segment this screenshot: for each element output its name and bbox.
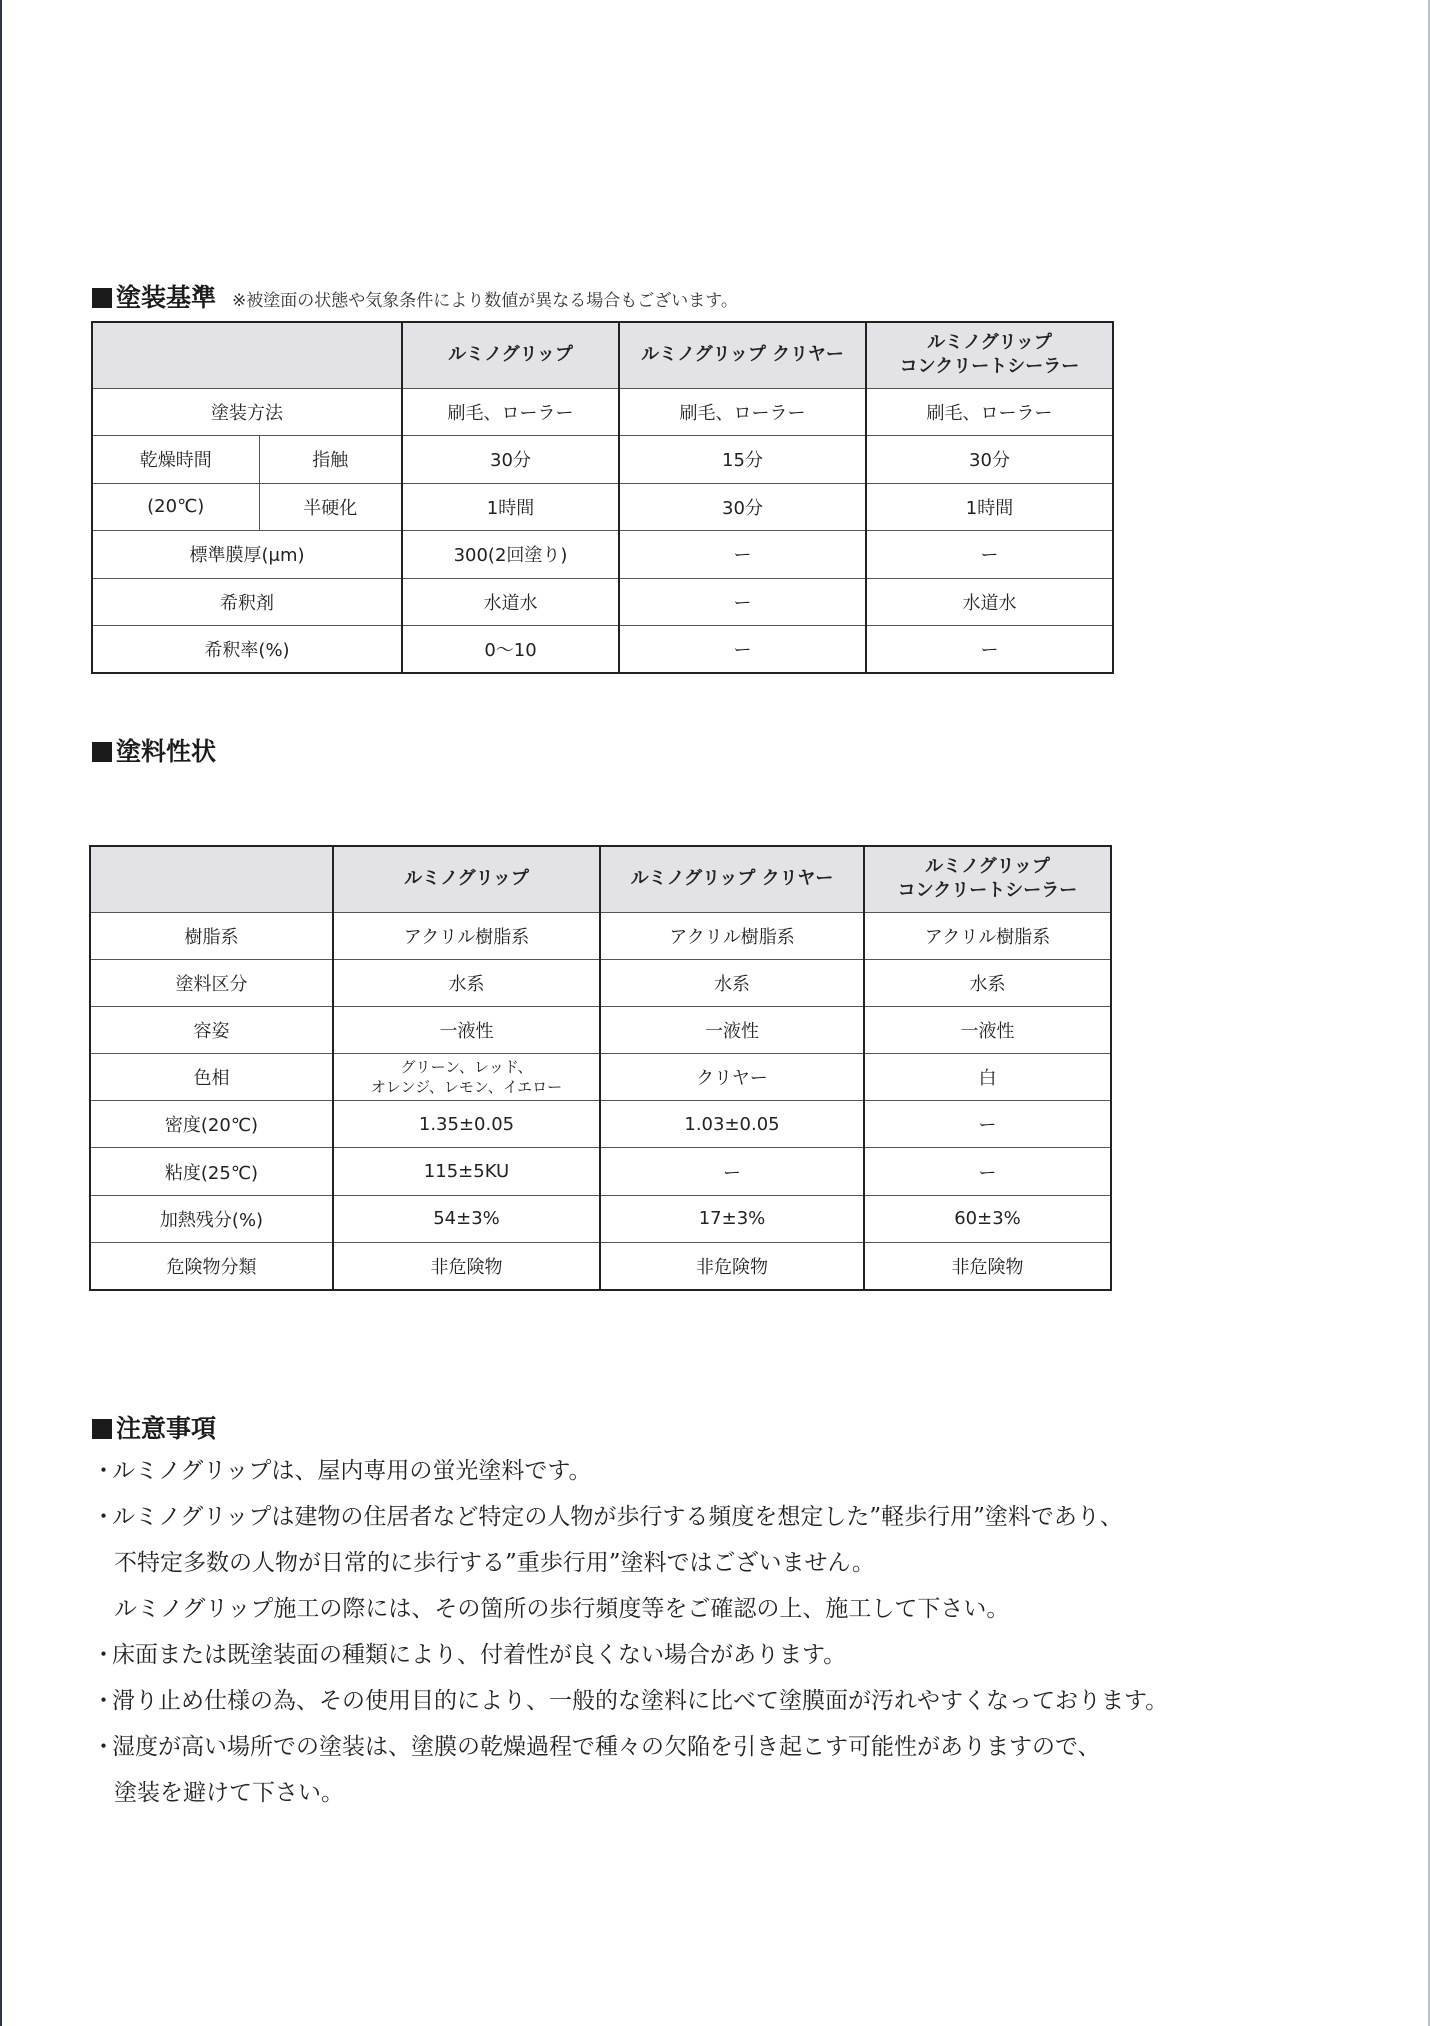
section-title-text: 塗装基準	[116, 283, 217, 312]
caution-item	[92, 1448, 1392, 1494]
cell-value: 30分	[619, 483, 866, 531]
cell-value: アクリル樹脂系	[864, 912, 1111, 959]
header-line-1: ルミノグリップ	[925, 856, 1050, 878]
header-luminogrip-clear: ルミノグリップ クリヤー	[600, 846, 864, 912]
cell-value: ー	[864, 1148, 1111, 1195]
black-square-icon	[92, 742, 112, 762]
section-title-coating-standard	[92, 278, 738, 314]
cell-value: 300(2回塗り)	[402, 531, 619, 579]
cell-value: 非危険物	[333, 1242, 600, 1289]
cell-value: 1時間	[402, 483, 619, 531]
cell-value: ー	[619, 578, 866, 626]
cell-value: 非危険物	[864, 1242, 1111, 1289]
header-luminogrip: ルミノグリップ	[333, 846, 600, 912]
bullet-mark: ・	[92, 1734, 115, 1760]
cell-value: ー	[866, 626, 1113, 674]
header-line-2: コンクリートシーラー	[899, 356, 1080, 378]
cell-value: 一液性	[333, 1006, 600, 1053]
table-row	[90, 1195, 1111, 1242]
cell-value: 1.35±0.05	[333, 1101, 600, 1148]
section-title-text: 塗料性状	[116, 737, 217, 766]
row-label: 塗装方法	[92, 388, 402, 436]
cell-value: ー	[866, 531, 1113, 579]
cell-value: 一液性	[864, 1006, 1111, 1053]
bullet-mark: ・	[92, 1688, 115, 1714]
cell-value: 刷毛、ローラー	[402, 388, 619, 436]
cell-value: ー	[600, 1148, 864, 1195]
cell-value: 刷毛、ローラー	[866, 388, 1113, 436]
cell-value: アクリル樹脂系	[600, 912, 864, 959]
cell-value: 一液性	[600, 1006, 864, 1053]
caution-item	[92, 1724, 1392, 1770]
section-title-cautions	[92, 1409, 216, 1445]
header-line-2: コンクリートシーラー	[897, 880, 1078, 902]
cautions-list	[92, 1448, 1392, 1816]
table-header-row	[90, 846, 1111, 912]
black-square-icon	[92, 1419, 112, 1439]
cell-value: ー	[864, 1101, 1111, 1148]
table-row	[92, 436, 1113, 484]
row-sublabel: 半硬化	[259, 483, 402, 531]
bullet-mark: ・	[92, 1504, 115, 1530]
row-label: 密度(20℃)	[90, 1101, 333, 1148]
bullet-mark: ・	[92, 1458, 115, 1484]
caution-item	[92, 1678, 1392, 1724]
cell-value: 30分	[866, 436, 1113, 484]
table-row	[92, 483, 1113, 531]
header-concrete-sealer	[864, 846, 1111, 912]
caution-text-continued: 塗装を避けて下さい。	[114, 1780, 344, 1806]
row-label: 樹脂系	[90, 912, 333, 959]
header-blank-cell	[90, 846, 333, 912]
cell-value: クリヤー	[600, 1054, 864, 1101]
row-label: 粘度(25℃)	[90, 1148, 333, 1195]
row-label: 塗料区分	[90, 959, 333, 1006]
cell-value: 水系	[600, 959, 864, 1006]
cell-value: 60±3%	[864, 1195, 1111, 1242]
cell-value: 15分	[619, 436, 866, 484]
table-row	[90, 959, 1111, 1006]
cell-value: 17±3%	[600, 1195, 864, 1242]
header-luminogrip: ルミノグリップ	[402, 322, 619, 388]
section-title-paint-properties	[92, 732, 216, 768]
caution-text: ルミノグリップは建物の住居者など特定の人物が歩行する頻度を想定した”軽歩行用”塗料であり、	[112, 1504, 1123, 1530]
table-row	[90, 1242, 1111, 1289]
cell-value: 1時間	[866, 483, 1113, 531]
header-blank-cell	[92, 322, 402, 388]
row-label: 標準膜厚(μm)	[92, 531, 402, 579]
table-row	[92, 578, 1113, 626]
caution-text: 床面または既塗装面の種類により、付着性が良くない場合があります。	[112, 1642, 847, 1668]
bullet-mark: ・	[92, 1642, 115, 1668]
cell-value: 30分	[402, 436, 619, 484]
table-row	[90, 1148, 1111, 1195]
cell-value: 水系	[333, 959, 600, 1006]
table-row	[92, 626, 1113, 674]
row-sublabel: 指触	[259, 436, 402, 484]
row-label: 色相	[90, 1054, 333, 1101]
table-row	[90, 1006, 1111, 1053]
caution-text-continued: 不特定多数の人物が日常的に歩行する”重歩行用”塗料ではございません。	[114, 1550, 875, 1576]
header-luminogrip-clear: ルミノグリップ クリヤー	[619, 322, 866, 388]
cell-value: アクリル樹脂系	[333, 912, 600, 959]
caution-text: 滑り止め仕様の為、その使用目的により、一般的な塗料に比べて塗膜面が汚れやすくなっております。	[112, 1688, 1169, 1714]
section-title-text: 注意事項	[116, 1414, 217, 1443]
caution-item	[92, 1632, 1392, 1678]
row-label: 希釈率(%)	[92, 626, 402, 674]
header-line-1: ルミノグリップ	[927, 332, 1052, 354]
row-label: 加熱残分(%)	[90, 1195, 333, 1242]
caution-text: ルミノグリップは、屋内専用の蛍光塗料です。	[112, 1458, 592, 1484]
table-row	[92, 531, 1113, 579]
cell-value-hue	[333, 1054, 600, 1101]
row-label: 希釈剤	[92, 578, 402, 626]
table-row	[90, 1101, 1111, 1148]
header-concrete-sealer	[866, 322, 1113, 388]
caution-text-continued: ルミノグリップ施工の際には、その箇所の歩行頻度等をご確認の上、施工して下さい。	[114, 1596, 1010, 1622]
cell-value: 刷毛、ローラー	[619, 388, 866, 436]
row-label-drying-time: 乾燥時間	[92, 436, 259, 484]
cell-value: 水系	[864, 959, 1111, 1006]
cell-value: 0〜10	[402, 626, 619, 674]
cell-value: 115±5KU	[333, 1148, 600, 1195]
coating-standard-table	[91, 321, 1114, 674]
hue-line-1: グリーン、レッド、	[400, 1058, 533, 1077]
cell-value: 水道水	[866, 578, 1113, 626]
black-square-icon	[92, 288, 112, 308]
table-row	[90, 912, 1111, 959]
cell-value: 水道水	[402, 578, 619, 626]
cell-value: 非危険物	[600, 1242, 864, 1289]
row-label-temperature: (20℃)	[92, 483, 259, 531]
cell-value: ー	[619, 531, 866, 579]
caution-item	[92, 1494, 1392, 1540]
table-row	[90, 1054, 1111, 1101]
cell-value: 白	[864, 1054, 1111, 1101]
caution-text: 湿度が高い場所での塗装は、塗膜の乾燥過程で種々の欠陥を引き起こす可能性がありますので、	[112, 1734, 1101, 1760]
cell-value: 54±3%	[333, 1195, 600, 1242]
scan-left-edge	[0, 0, 2, 2026]
row-label: 危険物分類	[90, 1242, 333, 1289]
paint-properties-table	[89, 845, 1112, 1291]
section-note: ※被塗面の状態や気象条件により数値が異なる場合もございます。	[232, 291, 738, 311]
cell-value: 1.03±0.05	[600, 1101, 864, 1148]
cell-value: ー	[619, 626, 866, 674]
table-header-row	[92, 322, 1113, 388]
row-label: 容姿	[90, 1006, 333, 1053]
hue-line-2: オレンジ、レモン、イエロー	[370, 1078, 563, 1097]
table-row	[92, 388, 1113, 436]
